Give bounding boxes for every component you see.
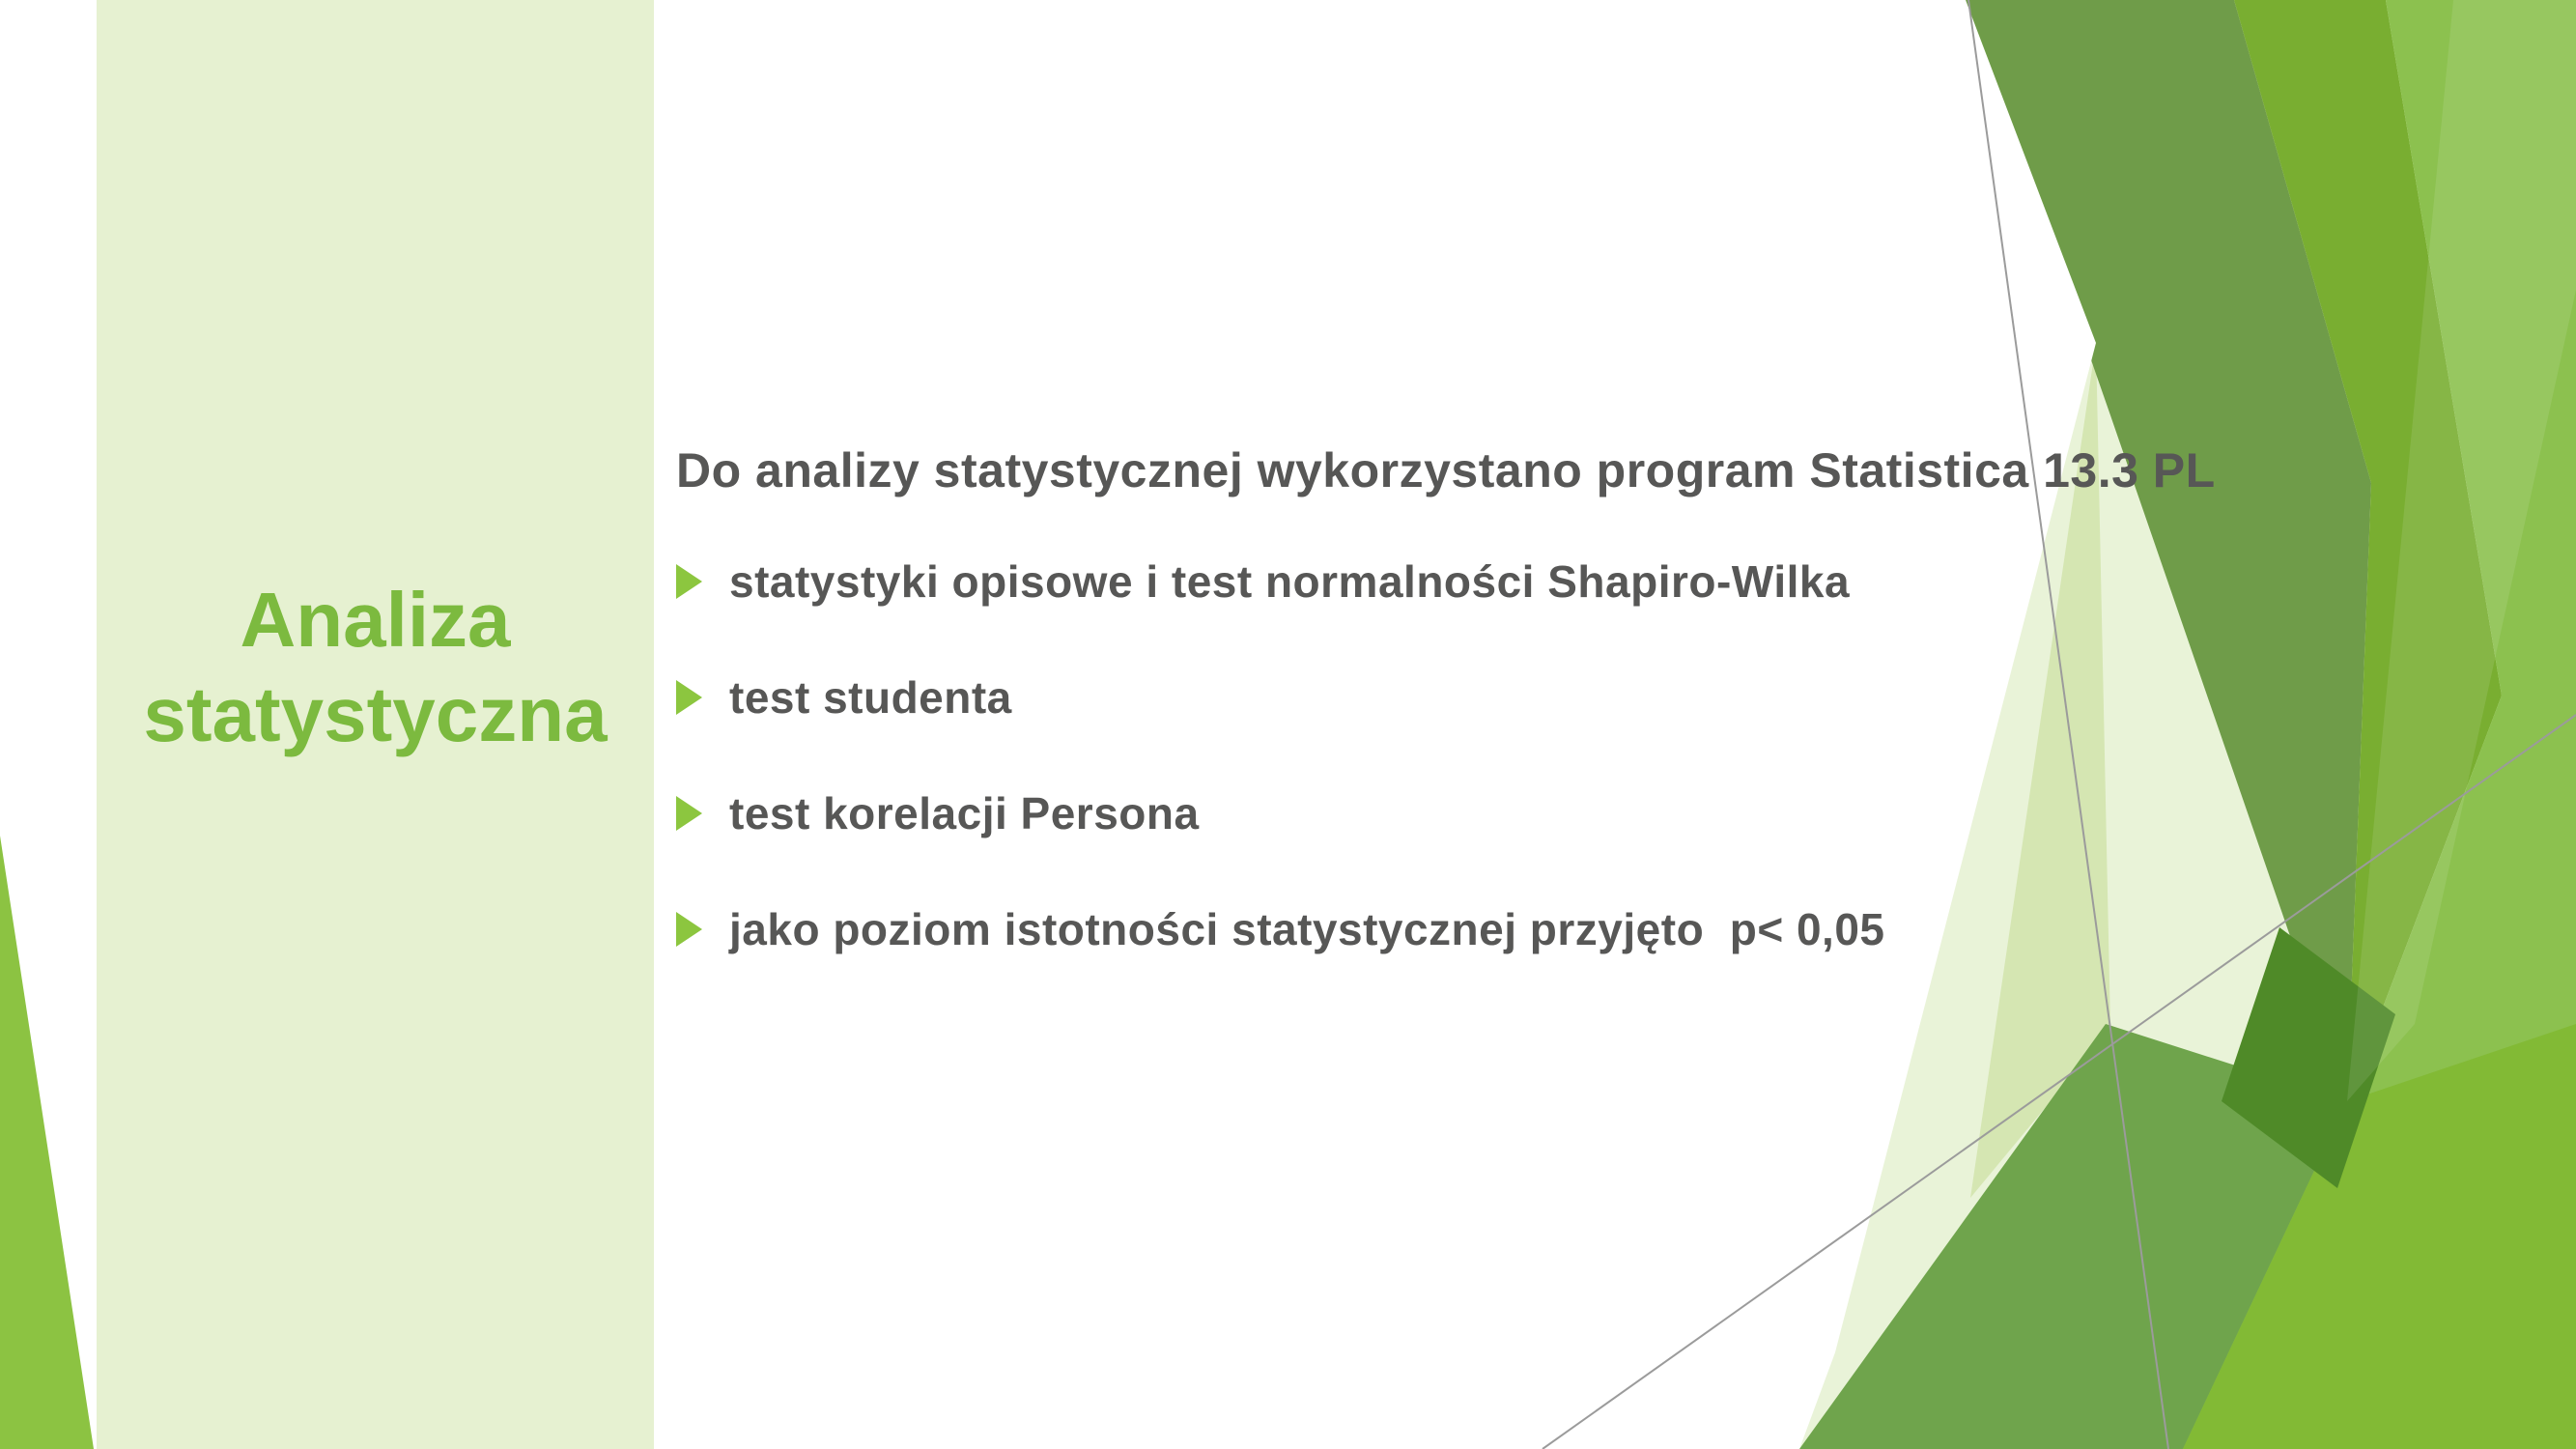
- triangle-bullet-icon: [676, 912, 702, 947]
- bullet-item: [676, 674, 1012, 721]
- intro-text: Do analizy statystycznej wykorzystano program Statistica 13.3 PL: [676, 443, 2216, 497]
- bullet-text: test korelacji Persona: [729, 788, 1200, 838]
- bullet-text: test studenta: [729, 672, 1012, 723]
- triangle-bullet-icon: [676, 796, 702, 831]
- triangle-bullet-icon: [676, 564, 702, 599]
- bullet-text: jako poziom istotności statystycznej przyjęto p< 0,05: [729, 904, 1885, 954]
- bullet-item: [676, 558, 1850, 605]
- bullet-item: [676, 906, 1885, 952]
- slide-title: Analiza statystyczna: [143, 577, 608, 757]
- bullet-item: [676, 790, 1200, 837]
- triangle-bullet-icon: [676, 680, 702, 715]
- bullet-text: statystyki opisowe i test normalności Shapiro-Wilka: [729, 556, 1851, 607]
